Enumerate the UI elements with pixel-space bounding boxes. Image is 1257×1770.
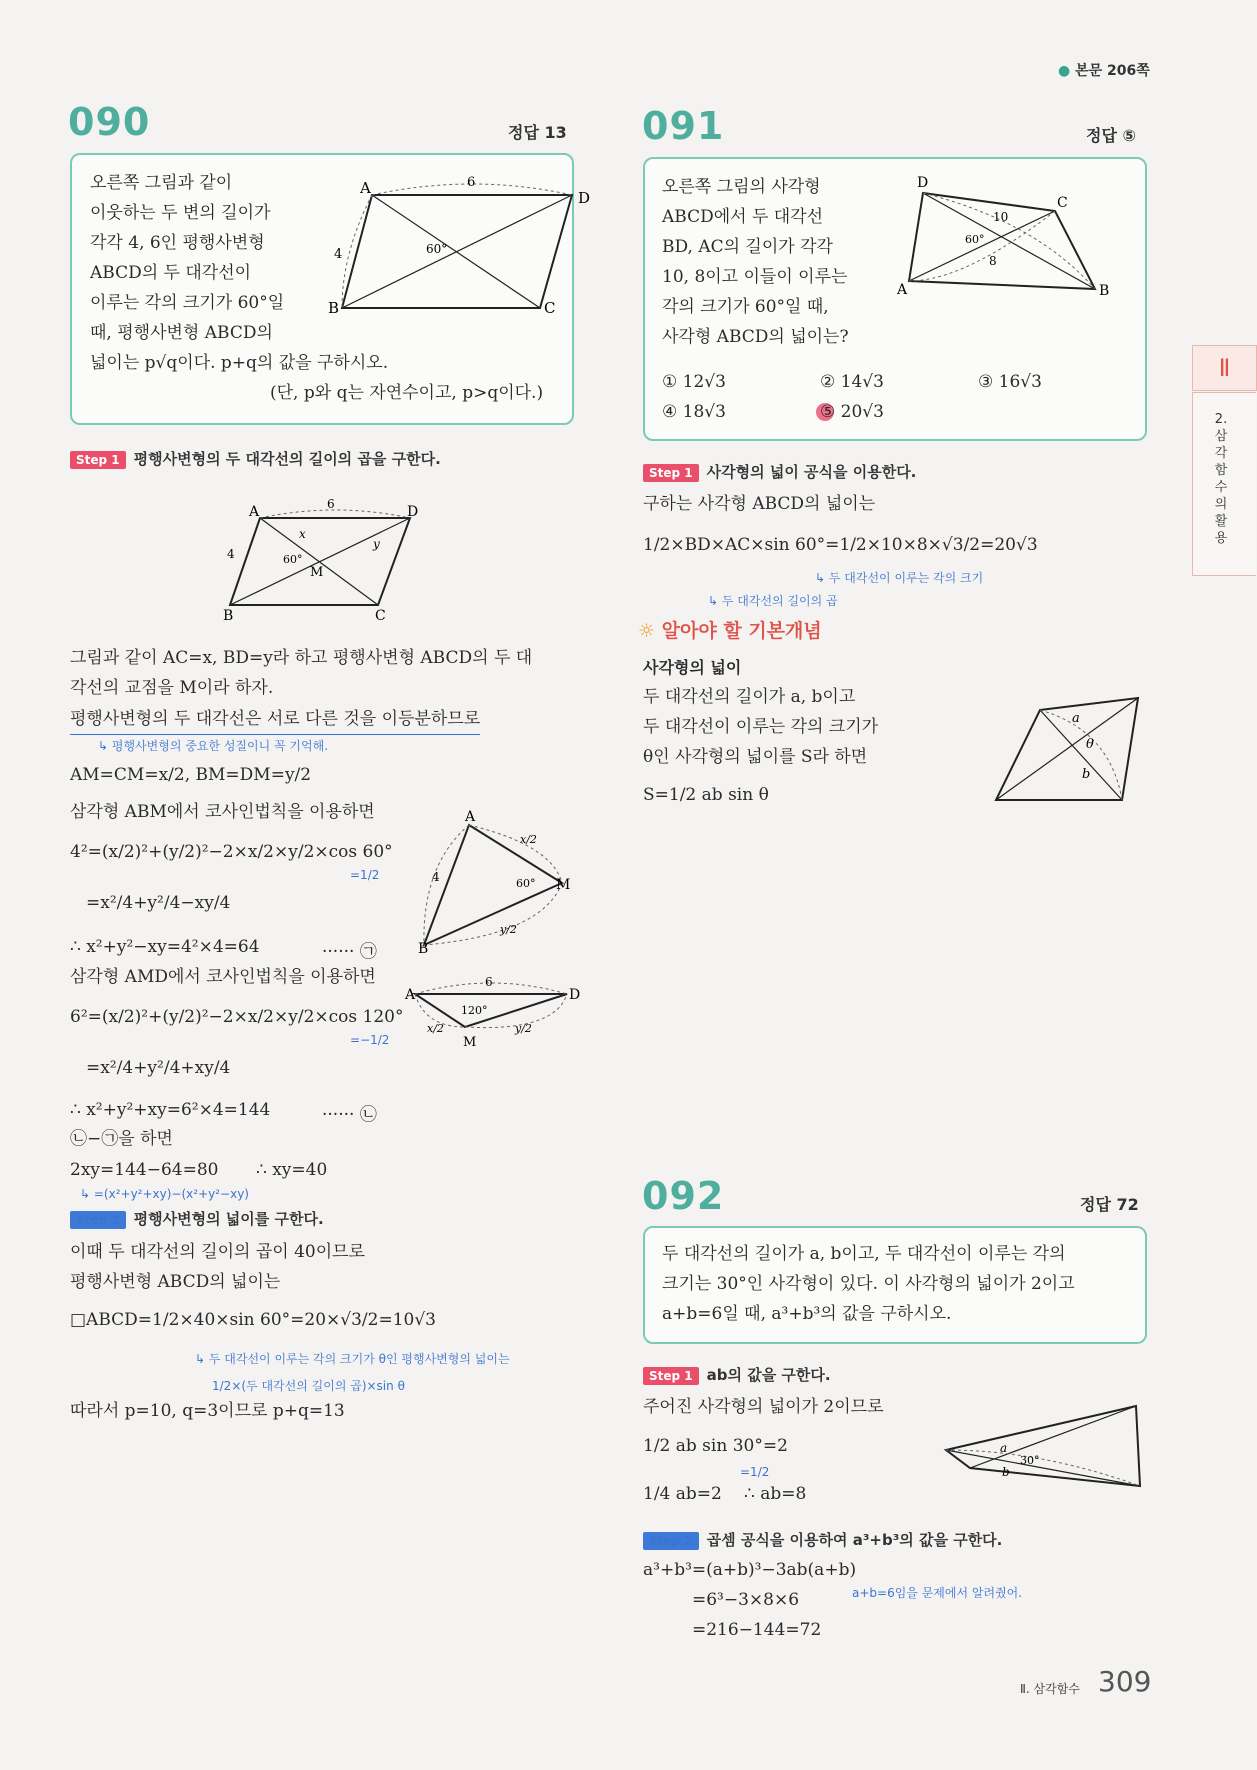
footer-chapter: Ⅱ. 삼각함수 (1020, 1682, 1080, 1696)
note-090-5: ↳ 두 대각선이 이루는 각의 크기가 θ인 평행사변형의 넓이는 (195, 1352, 510, 1366)
text-091-1: 구하는 사각형 ABCD의 넓이는 (643, 494, 876, 514)
concept-header: ☼ 알아야 할 기본개념 (638, 620, 822, 642)
problem-092-number: 092 (642, 1174, 725, 1218)
svg-text:x/2: x/2 (427, 1022, 444, 1035)
svg-text:A: A (897, 282, 908, 298)
note-090-2: =1/2 (350, 868, 380, 882)
svg-text:A: A (405, 987, 416, 1003)
svg-text:30°: 30° (1020, 1454, 1040, 1467)
svg-text:y/2: y/2 (500, 923, 517, 936)
concept-subtitle: 사각형의 넓이 (643, 658, 742, 677)
text-090-4: 삼각형 ABM에서 코사인법칙을 이용하면 (70, 802, 375, 822)
svg-text:6: 6 (485, 975, 493, 989)
svg-text:120°: 120° (461, 1004, 488, 1017)
fig-label-c: C (544, 299, 556, 317)
svg-text:4: 4 (432, 870, 440, 884)
svg-text:6: 6 (327, 497, 335, 511)
svg-text:60°: 60° (516, 877, 536, 890)
eq-092-4: =6³−3×8×6 (692, 1590, 800, 1610)
problem-092-box (643, 1226, 1147, 1344)
lightbulb-icon: ☼ (638, 620, 656, 642)
problem-090-box (70, 153, 591, 425)
problem-091-step1: Step 1 사각형의 넓이 공식을 이용한다. (643, 461, 916, 482)
problem-091-figure (895, 171, 1125, 306)
svg-text:x/2: x/2 (520, 833, 537, 846)
eq-090-6-mark: ······ ㉡ (322, 1105, 377, 1125)
svg-text:B: B (418, 941, 429, 957)
problem-090-step2 (70, 1208, 324, 1229)
fig-label-6: 6 (467, 175, 476, 190)
svg-text:D: D (407, 504, 419, 520)
eq-090-7: 2xy=144−64=80 (70, 1160, 219, 1180)
text-090-2: 각선의 교점을 M이라 하자. (70, 678, 274, 698)
text-090-1: 그림과 같이 AC=x, BD=y라 하고 평행사변형 ABCD의 두 대 (70, 648, 533, 668)
note-090-4: ↳ =(x²+y²+xy)−(x²+y²−xy) (80, 1187, 249, 1201)
note-090-1: ↳ 평행사변형의 중요한 성질이니 꼭 기억해. (98, 739, 329, 753)
svg-text:θ: θ (1086, 737, 1094, 752)
chapter-tab-label: Ⅱ (1218, 354, 1231, 382)
eq-090-midpoints: AM=CM=x/2, BM=DM=y/2 (70, 765, 312, 785)
svg-text:8: 8 (989, 254, 997, 268)
svg-text:4: 4 (227, 547, 235, 561)
fig-label-4: 4 (334, 247, 343, 262)
svg-text:B: B (1099, 283, 1110, 299)
eq-092-1: 1/2 ab sin 30°=2 (643, 1436, 788, 1456)
problem-092-step2: Step 2 곱셈 공식을 이용하여 a³+b³의 값을 구한다. (643, 1529, 1002, 1550)
svg-text:a: a (1072, 711, 1080, 726)
choice-2[interactable]: ② 14√3 (820, 372, 884, 392)
problem-090-condition: (단, p와 q는 자연수이고, p>q이다.) (270, 383, 544, 403)
eq-090-3-mark: ······ ㉠ (322, 942, 377, 962)
problem-090-text: 오른쪽 그림과 같이 이웃하는 두 변의 길이가 각각 4, 6인 평행사변형 ABCD의 두 대각선이 이루는 각의 크기가 60°일 때, 평행사변형 ABCD의 넓이는 p√q이다. p+q의 값을 구하시오. (90, 173, 389, 373)
svg-text:A: A (465, 809, 476, 825)
note-092-1: =1/2 (740, 1465, 770, 1479)
choice-1[interactable]: ① 12√3 (662, 372, 726, 392)
eq-091-1: 1/2×BD×AC×sin 60°=1/2×10×8×√3/2=20√3 (643, 535, 1038, 555)
fig-label-a: A (360, 179, 371, 197)
svg-text:b: b (1082, 767, 1091, 782)
problem-090-answer: 정답 13 (508, 123, 567, 142)
note-090-3: =−1/2 (350, 1033, 390, 1047)
eq-092-2: 1/4 ab=2 (643, 1484, 722, 1504)
choice-5[interactable]: ⑤ 20√3 (820, 397, 884, 427)
eq-090-1: 4²=(x/2)²+(y/2)²−2×x/2×y/2×cos 60° (70, 842, 393, 862)
fig-label-d: D (578, 189, 591, 207)
note-091-2: ↳ 두 대각선의 길이의 곱 (708, 594, 838, 608)
concept-formula: S=1/2 ab sin θ (643, 785, 769, 805)
svg-text:C: C (375, 608, 386, 624)
problem-090-figure (312, 173, 591, 317)
svg-text:b: b (1002, 1465, 1010, 1479)
concept-text: 두 대각선의 길이가 a, b이고 두 대각선이 이루는 각의 크기가 θ인 사각형의 넓이를 S라 하면 (643, 687, 879, 767)
choice-4[interactable]: ④ 18√3 (662, 402, 726, 422)
eq-090-2: =x²/4+y²/4−xy/4 (86, 893, 231, 913)
svg-text:M: M (556, 877, 571, 893)
problem-092-figure (940, 1400, 1145, 1490)
eq-090-5: =x²/4+y²/4+xy/4 (86, 1058, 231, 1078)
svg-text:M: M (310, 565, 324, 580)
problem-091-box (643, 157, 1147, 441)
page-ref (1058, 60, 1150, 80)
problem-091-text: 오른쪽 그림의 사각형 ABCD에서 두 대각선 BD, AC의 길이가 각각 10, 8이고 이들이 이루는 각의 크기가 60°일 때, 사각형 ABCD의 넓이는? (662, 177, 849, 347)
note-090-6: 1/2×(두 대각선의 길이의 곱)×sin θ (212, 1379, 405, 1393)
eq-090-7-result: ∴ xy=40 (256, 1160, 328, 1180)
page-number: 309 (1098, 1665, 1152, 1698)
svg-text:60°: 60° (965, 233, 985, 246)
svg-text:y: y (373, 537, 380, 551)
eq-092-5: =216−144=72 (692, 1620, 822, 1640)
svg-text:y/2: y/2 (515, 1022, 532, 1035)
fig-label-b: B (328, 299, 340, 317)
note-091-1: ↳ 두 대각선이 이루는 각의 크기 (815, 571, 984, 585)
eq-090-8: □ABCD=1/2×40×sin 60°=20×√3/2=10√3 (70, 1310, 436, 1330)
problem-091-number: 091 (642, 104, 725, 148)
svg-text:B: B (223, 608, 234, 624)
fig-label-60: 60° (426, 242, 448, 256)
step1-title: 평행사변형의 두 대각선의 길이의 곱을 구한다. (133, 450, 441, 468)
text-090-9: 따라서 p=10, q=3이므로 p+q=13 (70, 1401, 345, 1421)
text-090-3: 평행사변형의 두 대각선은 서로 다른 것을 이등분하므로 (70, 704, 480, 735)
triangle-abm-figure (412, 805, 582, 955)
text-090-8: 평행사변형 ABCD의 넓이는 (70, 1272, 281, 1292)
step2-title: 평행사변형의 넓이를 구한다. (133, 1210, 324, 1228)
text-090-5: 삼각형 AMD에서 코사인법칙을 이용하면 (70, 967, 376, 987)
eq-090-3: ∴ x²+y²−xy=4²×4=64 (70, 937, 260, 957)
svg-text:M: M (463, 1035, 477, 1050)
choice-3[interactable]: ③ 16√3 (978, 372, 1042, 392)
triangle-amd-figure (405, 972, 585, 1054)
section-tab (1192, 392, 1256, 576)
text-090-6: ㉡−㉠을 하면 (70, 1129, 173, 1149)
eq-092-2-result: ∴ ab=8 (744, 1484, 807, 1504)
problem-092-step1: Step 1 ab의 값을 구한다. (643, 1364, 831, 1385)
svg-text:a: a (1000, 1441, 1008, 1455)
problem-090-number: 090 (68, 100, 151, 144)
problem-090-figure-2 (215, 490, 425, 625)
eq-092-3: a³+b³=(a+b)³−3ab(a+b) (643, 1560, 857, 1580)
text-092-1: 주어진 사각형의 넓이가 2이므로 (643, 1397, 884, 1417)
eq-090-4: 6²=(x/2)²+(y/2)²−2×x/2×y/2×cos 120° (70, 1007, 404, 1027)
svg-text:A: A (249, 504, 260, 520)
svg-text:D: D (917, 175, 929, 191)
chapter-tab (1192, 345, 1257, 391)
svg-text:C: C (1057, 195, 1068, 211)
concept-figure (990, 690, 1150, 805)
text-090-7: 이때 두 대각선의 길이의 곱이 40이므로 (70, 1242, 365, 1262)
svg-text:10: 10 (993, 210, 1009, 224)
note-092-2: a+b=6임을 문제에서 알려줬어. (852, 1586, 1023, 1600)
problem-092-answer: 정답 72 (1080, 1195, 1139, 1214)
svg-text:D: D (569, 987, 581, 1003)
svg-text:x: x (299, 527, 306, 541)
problem-092-text: 두 대각선의 길이가 a, b이고, 두 대각선이 이루는 각의 크기는 30°인 사각형이 있다. 이 사각형의 넓이가 2이고 a+b=6일 때, a³+b³의 값을 구하시오. (662, 1244, 1075, 1324)
ref-bullet-icon: ● (1058, 63, 1071, 79)
page-ref-text: 본문 206쪽 (1075, 63, 1150, 79)
step2-tag: Step 2 (70, 1211, 126, 1229)
problem-090-step1 (70, 448, 441, 469)
eq-090-6: ∴ x²+y²+xy=6²×4=144 (70, 1100, 271, 1120)
step1-tag: Step 1 (70, 451, 126, 469)
problem-091-answer: 정답 ⑤ (1086, 126, 1137, 145)
section-tab-label: 2. 삼 각 함 수 의 활 용 (1214, 412, 1228, 546)
svg-text:60°: 60° (283, 553, 303, 566)
